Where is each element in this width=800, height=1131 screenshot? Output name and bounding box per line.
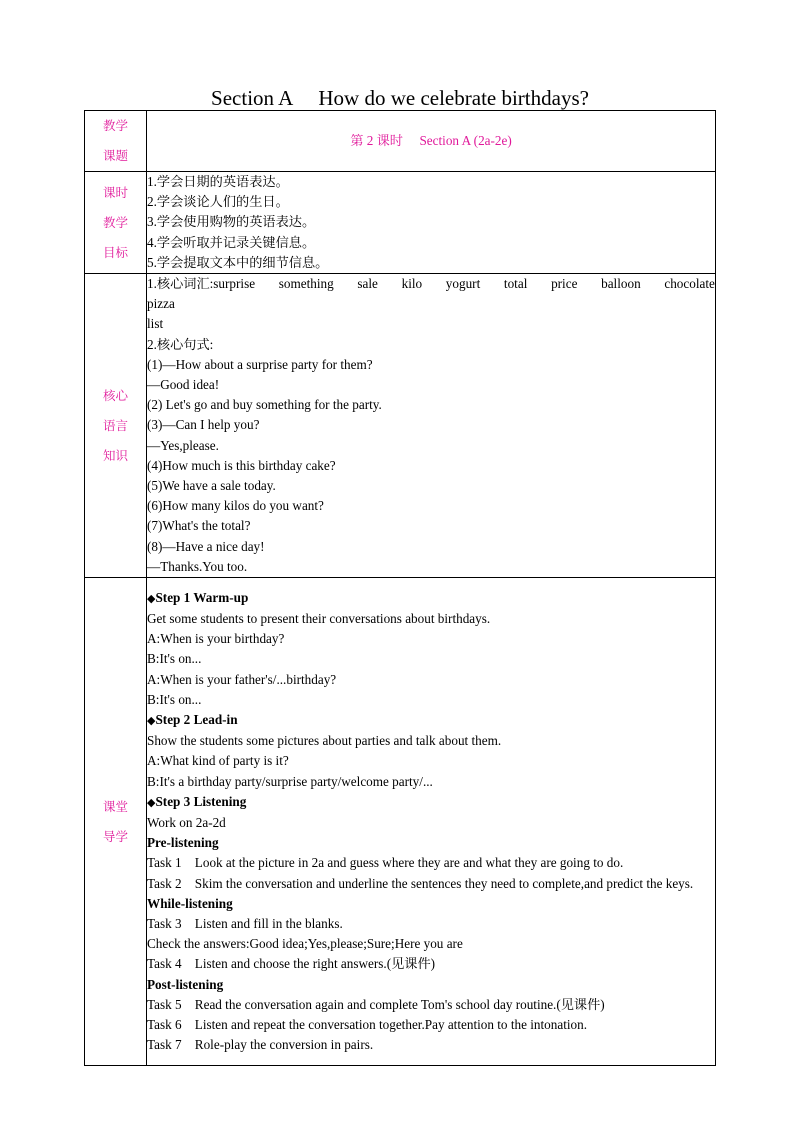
vocabulary-line: [147, 274, 715, 294]
vocab-word: something: [278, 276, 334, 292]
diamond-icon: ◆: [147, 713, 156, 727]
task-line: Task 5 Read the conversation again and complete Tom's school day routine.(见课件): [147, 996, 605, 1012]
guide-line: B:It's on...: [147, 651, 202, 667]
sentence-pattern-line: (7)What's the total?: [147, 518, 251, 534]
vocab-word: yogurt: [445, 276, 481, 292]
step-heading: [147, 792, 715, 813]
guide-content: [147, 578, 716, 1066]
goal-item: 4.学会听取并记录关键信息。: [147, 234, 316, 250]
label-line: 知识: [102, 447, 128, 463]
sentence-pattern-line: (3)—Can I help you?: [147, 417, 260, 433]
sentence-pattern-line: —Yes,please.: [147, 437, 219, 453]
goals-content: [147, 172, 716, 274]
label-line: 课题: [102, 148, 128, 163]
vocab-word: chocolate: [664, 276, 715, 292]
phase-heading: Pre-listening: [147, 835, 219, 851]
topic-row: [85, 111, 716, 172]
label-line: 导学: [102, 828, 128, 844]
step-title: Step 3 Listening: [155, 793, 247, 809]
sentence-pattern-line: (2) Let's go and buy something for the party.: [147, 397, 382, 413]
guide-line: Check the answers:Good idea;Yes,please;Sure;Here you are: [147, 936, 463, 952]
sentence-pattern-line: —Good idea!: [147, 377, 220, 393]
task-line: Task 4 Listen and choose the right answers.(见课件): [147, 956, 436, 972]
step-heading: [147, 710, 715, 731]
label-line: 教学: [102, 214, 128, 230]
vocab-word: kilo: [401, 276, 423, 292]
sentence-pattern-line: (5)We have a sale today.: [147, 478, 276, 494]
step-title: Step 2 Lead-in: [155, 711, 238, 727]
goal-item: 5.学会提取文本中的细节信息。: [147, 254, 329, 270]
task-line: Task 2 Skim the conversation and underline the sentences they need to complete,and predict the keys.: [147, 875, 694, 891]
goals-row: [85, 172, 716, 274]
sentence-pattern-line: (6)How many kilos do you want?: [147, 498, 324, 514]
task-line: Task 6 Listen and repeat the conversation together.Pay attention to the intonation.: [147, 1016, 588, 1032]
label-line: 课堂: [102, 798, 128, 814]
vocab-word: 1.核心词汇:surprise: [147, 276, 256, 292]
vocab-word: pizza: [147, 296, 175, 312]
sentence-pattern-line: (4)How much is this birthday cake?: [147, 457, 336, 473]
topic-label: [85, 111, 147, 172]
task-line: Task 7 Role-play the conversion in pairs.: [147, 1037, 374, 1053]
vocab-word: price: [551, 276, 578, 292]
guide-label: [85, 578, 147, 1066]
label-line: 课时: [102, 184, 128, 200]
step-title: Step 1 Warm-up: [155, 589, 249, 605]
language-row: [85, 274, 716, 578]
vocab-word: balloon: [601, 276, 641, 292]
vocab-word: list: [147, 316, 164, 332]
task-line: Task 1 Look at the picture in 2a and guess where they are and what they are going to do.: [147, 855, 624, 871]
guide-line: B:It's on...: [147, 691, 202, 707]
guide-row: [85, 578, 716, 1066]
guide-line: B:It's a birthday party/surprise party/welcome party/...: [147, 773, 433, 789]
guide-line: A:When is your father's/...birthday?: [147, 671, 337, 687]
guide-line: A:What kind of party is it?: [147, 753, 289, 769]
language-content: [147, 274, 716, 578]
goal-item: 1.学会日期的英语表达。: [147, 174, 289, 189]
sentence-pattern-line: (8)—Have a nice day!: [147, 538, 265, 554]
sentence-pattern-line: —Thanks.You too.: [147, 558, 248, 574]
sentence-pattern-line: (1)—How about a surprise party for them?: [147, 356, 373, 372]
topic-text: 第 2 课时 Section A (2a-2e): [147, 111, 716, 172]
task-line: Task 3 Listen and fill in the blanks.: [147, 915, 343, 931]
goals-label: [85, 172, 147, 274]
label-line: 目标: [102, 244, 128, 260]
vocab-word: total: [503, 276, 528, 292]
vocab-word: sale: [357, 276, 378, 292]
diamond-icon: ◆: [147, 591, 156, 605]
page-title: Section A How do we celebrate birthdays?: [211, 86, 589, 110]
language-label: [85, 274, 147, 578]
goal-item: 3.学会使用购物的英语表达。: [147, 214, 316, 230]
step-heading: [147, 588, 715, 609]
label-line: 语言: [102, 417, 128, 433]
phase-heading: While-listening: [147, 895, 233, 911]
lesson-plan-table: [84, 110, 716, 1066]
label-line: 教学: [102, 118, 128, 133]
guide-line: Get some students to present their conversations about birthdays.: [147, 610, 491, 626]
label-line: 核心: [102, 387, 128, 403]
diamond-icon: ◆: [147, 795, 156, 809]
guide-line: Work on 2a-2d: [147, 814, 226, 830]
phase-heading: Post-listening: [147, 976, 224, 992]
guide-line: Show the students some pictures about parties and talk about them.: [147, 733, 502, 749]
goal-item: 2.学会谈论人们的生日。: [147, 194, 289, 210]
sentence-pattern-line: 2.核心句式:: [147, 336, 214, 352]
guide-line: A:When is your birthday?: [147, 631, 285, 647]
